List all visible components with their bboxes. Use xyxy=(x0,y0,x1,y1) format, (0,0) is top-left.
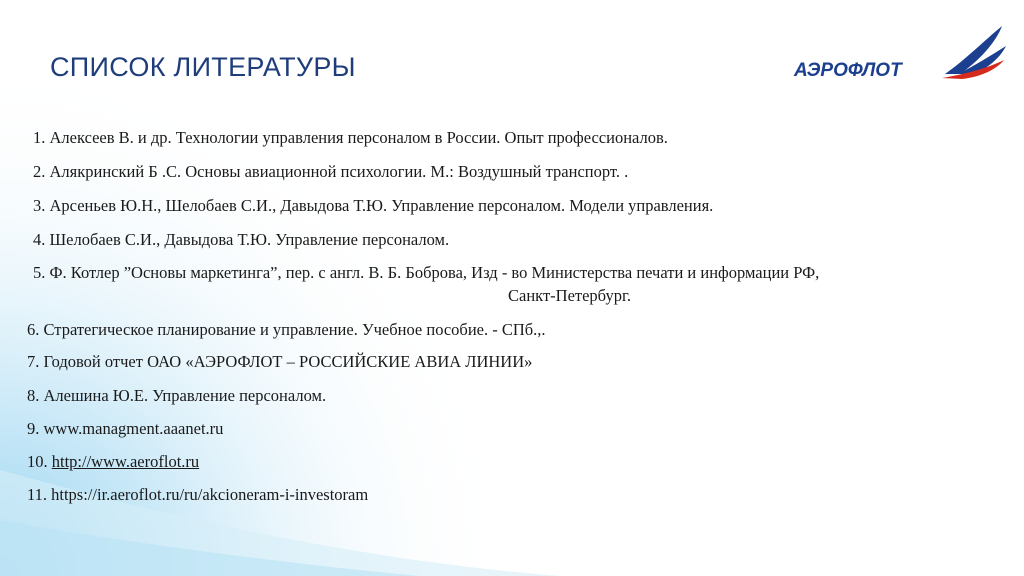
reference-item-10-prefix: 10. xyxy=(27,452,52,471)
reference-item-1: 1. Алексеев В. и др. Технологии управления персоналом в России. Опыт профессионалов. xyxy=(33,128,668,147)
page-title: СПИСОК ЛИТЕРАТУРЫ xyxy=(50,52,356,82)
reference-item-10 xyxy=(27,452,199,472)
aeroflot-logo xyxy=(790,24,1008,82)
reference-item-7: 7. Годовой отчет ОАО «АЭРОФЛОТ – РОССИЙСКИЕ АВИА ЛИНИИ» xyxy=(27,352,533,371)
aeroflot-wing-icon xyxy=(942,26,1006,79)
reference-item-11: 11. https://ir.aeroflot.ru/ru/akcioneram-i-investoram xyxy=(27,485,369,504)
logo-text: АЭРОФЛОТ xyxy=(794,60,902,81)
reference-item-3: 3. Арсеньев Ю.Н., Шелобаев С.И., Давыдова Т.Ю. Управление персоналом. Модели управления. xyxy=(33,196,714,215)
reference-item-2: 2. Алякринский Б .С. Основы авиационной психологии. М.: Воздушный транспорт. . xyxy=(33,162,629,181)
reference-item-4: 4. Шелобаев С.И., Давыдова Т.Ю. Управление персоналом. xyxy=(33,230,450,249)
reference-item-8: 8. Алешина Ю.Е. Управление персоналом. xyxy=(27,386,327,405)
aeroflot-website-link[interactable]: http://www.aeroflot.ru xyxy=(51,452,200,471)
reference-item-5-continuation: Санкт-Петербург. xyxy=(508,286,631,305)
reference-item-5: 5. Ф. Котлер ”Основы маркетинга”, пер. с англ. В. Б. Боброва, Изд - во Министерства печати и информации РФ, xyxy=(33,263,820,282)
reference-item-6: 6. Стратегическое планирование и управление. Учебное пособие. - СПб.,. xyxy=(27,320,546,339)
reference-item-9: 9. www.managment.aaanet.ru xyxy=(27,419,224,438)
